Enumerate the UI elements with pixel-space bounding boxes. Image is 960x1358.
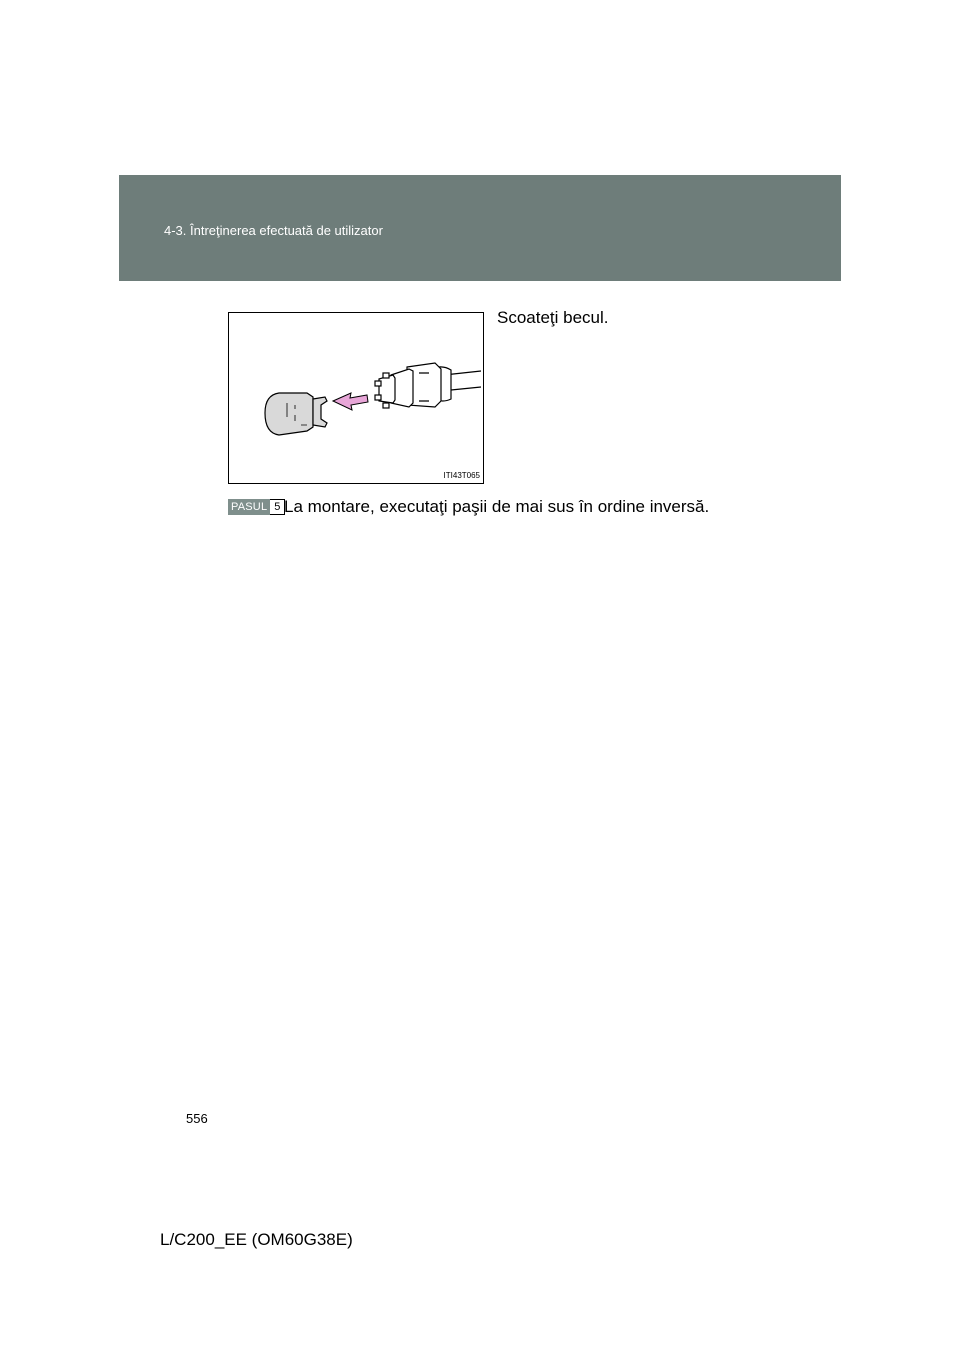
document-code: L/C200_EE (OM60G38E): [160, 1230, 353, 1249]
step-5-badge: [228, 499, 285, 515]
page-number: 556: [186, 1111, 208, 1126]
step-4-instruction: Scoateţi becul.: [497, 308, 609, 327]
arrow-left-icon: [333, 393, 368, 410]
section-header: [119, 175, 841, 281]
step-4-illustration: [228, 312, 484, 484]
step-5-instruction: La montare, executaţi paşii de mai sus în ordine inversă.: [284, 497, 710, 516]
socket-icon: [375, 363, 481, 408]
figure-code: ITI43T065: [443, 471, 480, 480]
bulb-icon: [265, 393, 327, 435]
step-number: 5: [270, 499, 285, 515]
step-label: PASUL: [228, 499, 270, 515]
section-title: 4-3. Întreţinerea efectuată de utilizator: [164, 223, 383, 238]
bulb-removal-drawing: [229, 313, 483, 483]
